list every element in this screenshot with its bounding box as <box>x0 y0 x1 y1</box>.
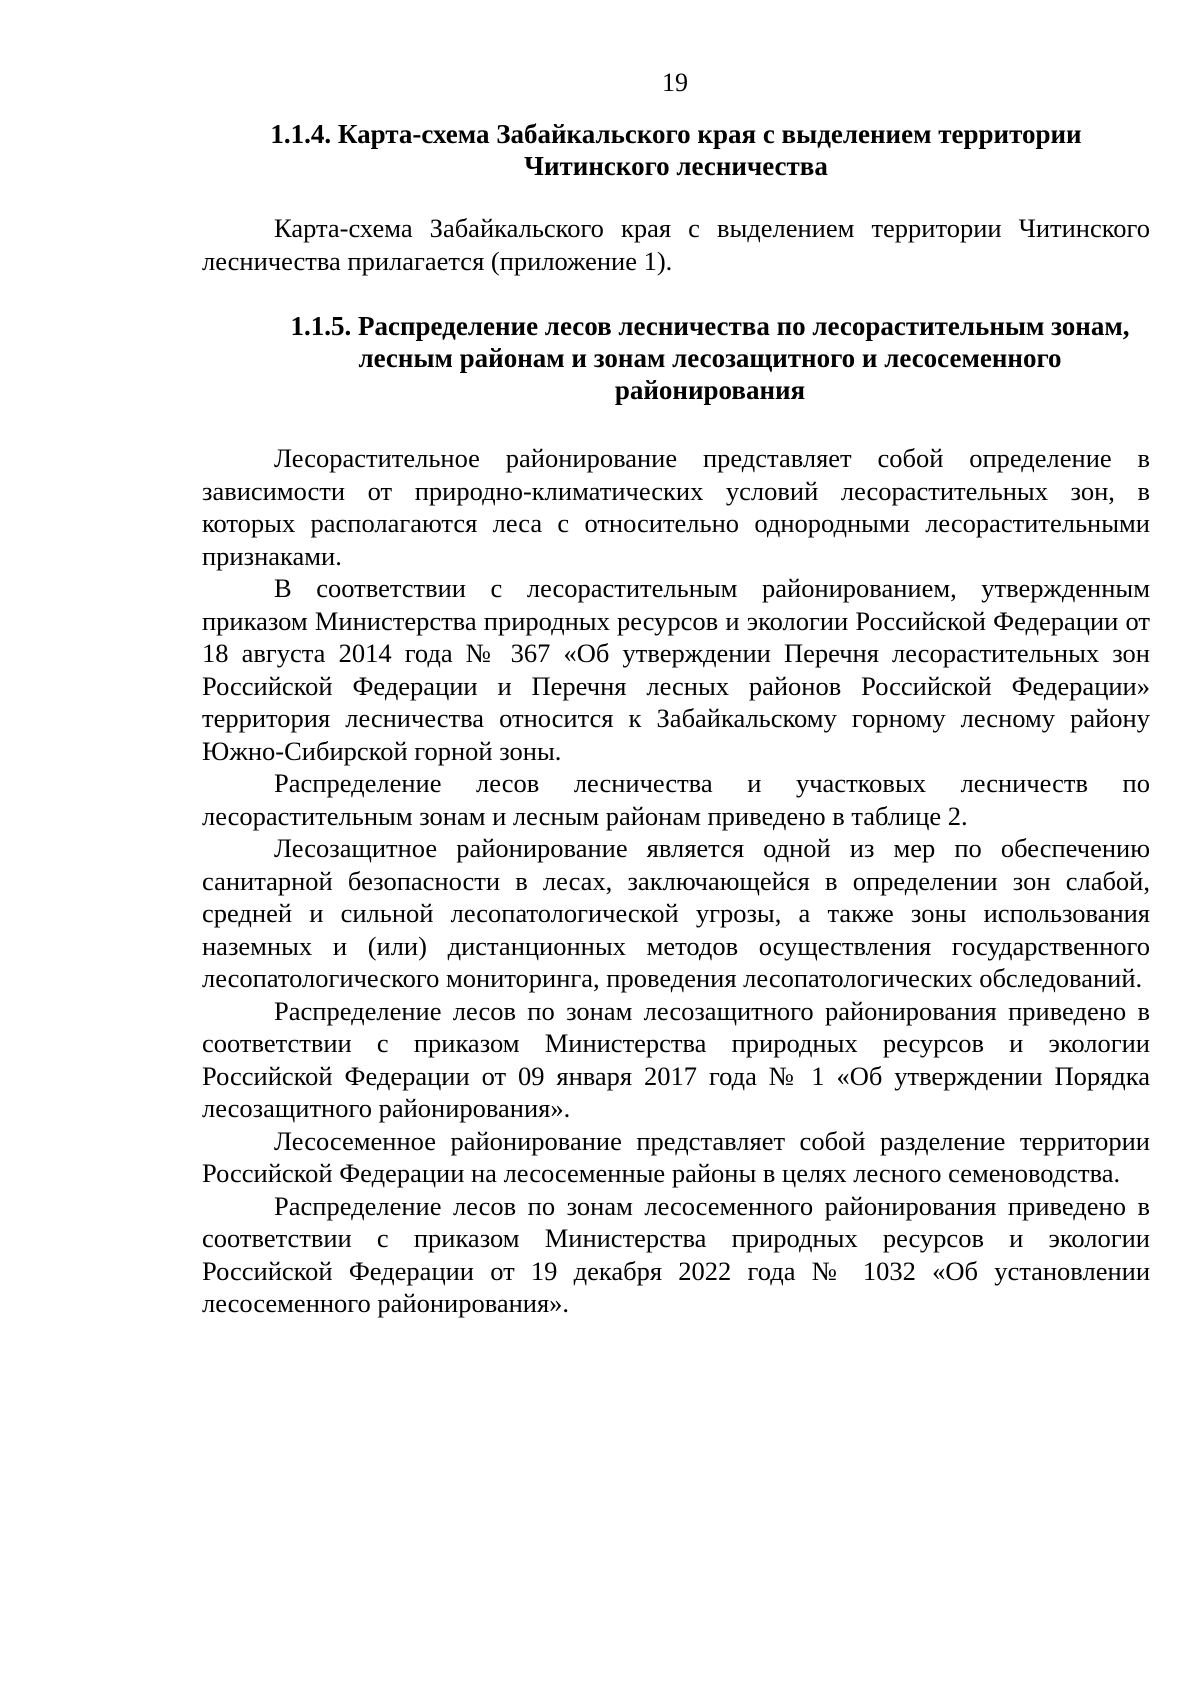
section-heading-1-1-5: 1.1.5. Распределение лесов лесничества по лесорастительным зонам, лесным районам и зонам лесозащитного и лесосеменного районирования <box>290 311 1130 405</box>
page-number: 19 <box>662 68 688 97</box>
section-1-1-5-body <box>202 442 1150 1320</box>
paragraph: Распределение лесов по зонам лесосеменного районирования приведено в соответствии с приказом Министерства природных ресурсов и экологии Российской Федерации от 19 декабря 2022 года № 1032 «Об установлении лесосеменного районирования». <box>202 1190 1150 1318</box>
paragraph: Распределение лесов лесничества и участковых лесничеств по лесорастительным зонам и лесным районам приведено в таблице 2. <box>202 768 1150 831</box>
paragraph: В соответствии с лесорастительным районированием, утвержденным приказом Министерства природных ресурсов и экологии Российской Федерации от 18 августа 2014 года № 367 «Об утверждении Перечня лесорастительных зон Российской Федерации и Перечня лесных районов Российской Федерации» территория лесничества относится к Забайкальскому горному лесному району Южно-Сибирской горной зоны. <box>202 573 1150 766</box>
paragraph: Лесорастительное районирование представляет собой определение в зависимости от природно-климатических условий лесорастительных зон, в которых располагаются леса с относительно однородными лесорастительными признаками. <box>202 443 1150 571</box>
paragraph: Лесозащитное районирование является одной из мер по обеспечению санитарной безопасности в лесах, заключающейся в определении зон слабой, средней и сильной лесопатологической угрозы, а также зоны использования наземных и (или) дистанционных методов осуществления государственного лесопатологического мониторинга, проведения лесопатологических обследований. <box>202 833 1150 993</box>
paragraph: Лесосеменное районирование представляет собой разделение территории Российской Федерации на лесосеменные районы в целях лесного семеноводства. <box>202 1125 1150 1188</box>
paragraph: Распределение лесов по зонам лесозащитного районирования приведено в соответствии с приказом Министерства природных ресурсов и экологии Российской Федерации от 09 января 2017 года № 1 «Об утверждении Порядка лесозащитного районирования». <box>202 995 1150 1123</box>
section-heading-1-1-4: 1.1.4. Карта-схема Забайкальского края с выделением территории Читинского лесничества <box>270 119 1082 181</box>
section-1-1-4-text: Карта-схема Забайкальского края с выделением территории Читинского лесничества прилагается (приложение 1). <box>202 213 1150 276</box>
